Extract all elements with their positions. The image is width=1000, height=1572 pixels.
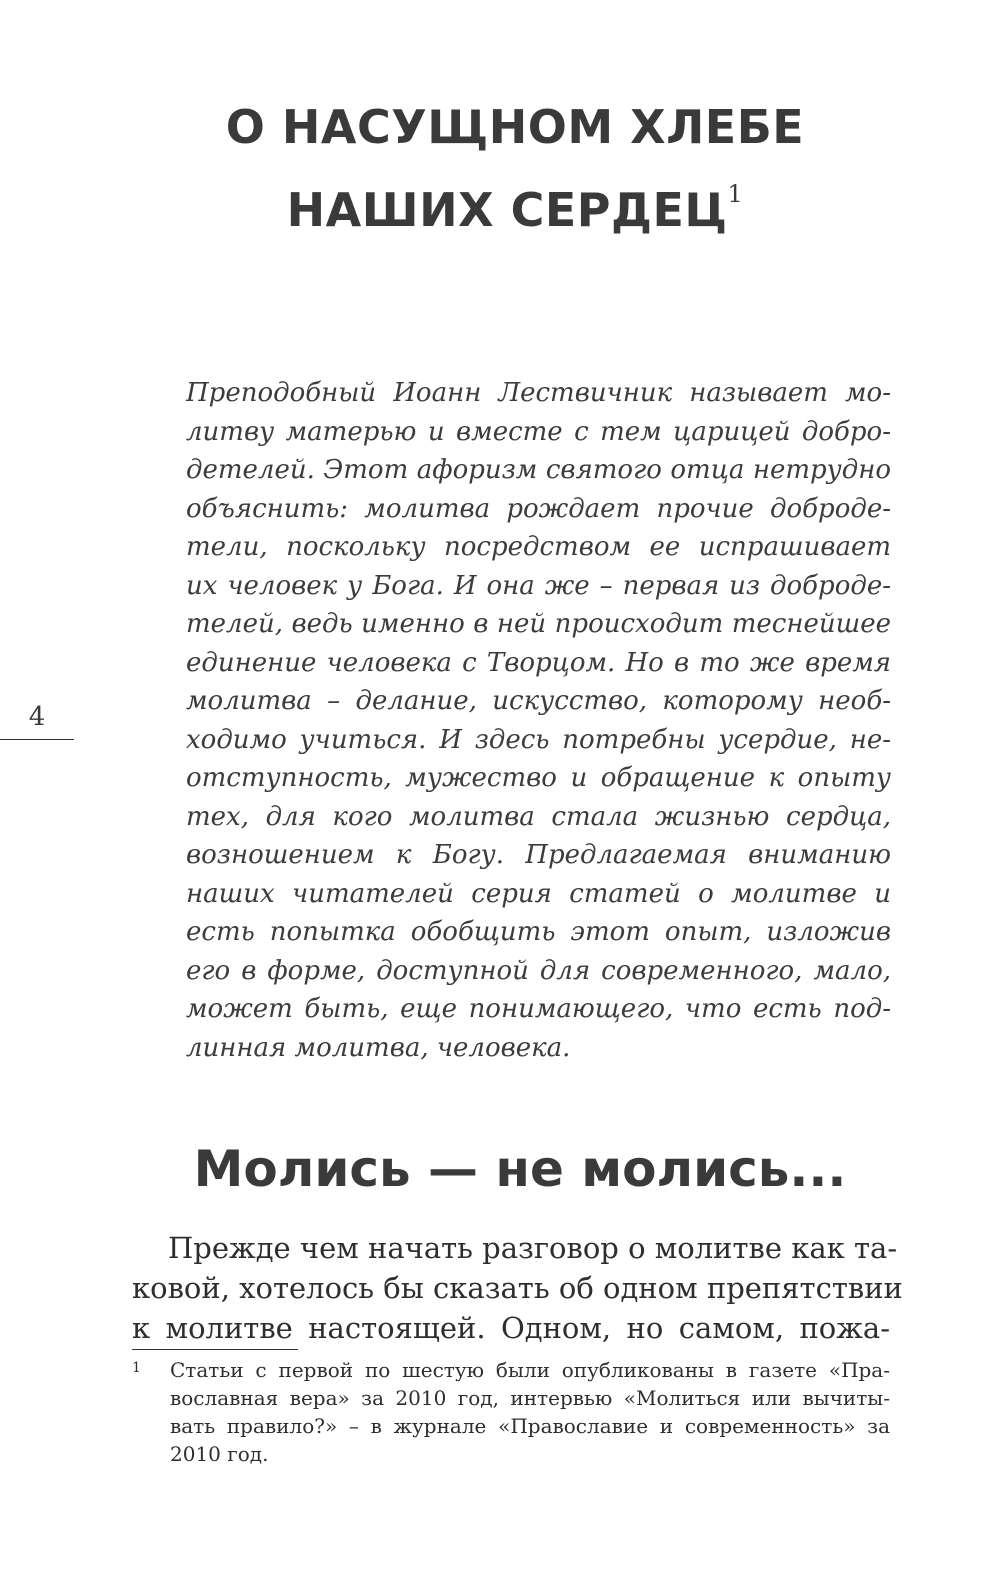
body-paragraph: [132, 1228, 903, 1348]
intro-paragraph: [186, 374, 891, 1067]
intro-line: объяснить: молитва рождает прочие доброде-: [186, 493, 891, 524]
body-line: Прежде чем начать разговор о молитве как та-: [168, 1231, 898, 1265]
intro-line: тели, поскольку посредством ее испрашивает: [186, 532, 891, 562]
intro-line: тех, для кого молитва стала жизнью сердца,: [186, 801, 891, 832]
intro-line: единение человека с Творцом. Но в то же время: [186, 647, 891, 678]
intro-line: ходимо учиться. И здесь потребны усердие, не-: [186, 724, 891, 755]
intro-line: может быть, еще понимающего, что есть под-: [186, 994, 891, 1024]
intro-line: наших читателей серия статей о молитве и: [186, 878, 891, 909]
footnote-line: вославная вера» за 2010 год, интервью «Молиться или вычиты-: [170, 1386, 890, 1410]
chapter-title-line-1: О НАСУЩНОМ ХЛЕБЕ: [225, 100, 805, 154]
footnote: [132, 1356, 890, 1468]
intro-line: молитва – делание, искусство, которому необ-: [186, 686, 891, 716]
footnote-rule: [132, 1349, 298, 1350]
intro-line: литву матерью и вместе с тем царицей добро-: [186, 416, 891, 447]
intro-line: их человек у Бога. И она же – первая из доброде-: [186, 570, 891, 601]
footnote-line: 2010 год.: [170, 1442, 269, 1466]
section-title: Молись — не молись...: [193, 1140, 847, 1198]
body-line: к молитве настоящей. Одном, но самом, пожа-: [132, 1311, 890, 1345]
intro-line: есть попытка обобщить этот опыт, изложив: [186, 917, 891, 947]
chapter-title-line-2: [120, 169, 910, 252]
intro-line: его в форме, доступной для современного, мало,: [186, 955, 891, 986]
body-line: ковой, хотелось бы сказать об одном препятствии: [132, 1271, 903, 1305]
footnote-line: Статьи с первой по шестую были опубликованы в газете «Пра-: [170, 1358, 890, 1382]
intro-line: Преподобный Иоанн Лествичник называет мо-: [186, 378, 891, 408]
chapter-title: [120, 86, 910, 252]
footnote-reference[interactable]: 1: [727, 180, 744, 208]
intro-line: линная молитва, человека.: [186, 1032, 571, 1063]
footnote-text: [170, 1356, 890, 1468]
footnote-line: вать правило?» – в журнале «Православие и современность» за: [170, 1414, 890, 1438]
footnote-mark: 1: [132, 1360, 141, 1376]
chapter-title-line-2-text: НАШИХ СЕРДЕЦ: [286, 183, 728, 237]
intro-line: возношением к Богу. Предлагаемая вниманию: [186, 840, 891, 870]
intro-line: телей, ведь именно в ней происходит теснейшее: [186, 609, 891, 639]
page-number: 4: [28, 702, 46, 732]
intro-line: детелей. Этот афоризм святого отца нетрудно: [186, 455, 891, 485]
intro-line: отступность, мужество и обращение к опыту: [186, 763, 891, 793]
page-number-rule: [0, 739, 74, 740]
